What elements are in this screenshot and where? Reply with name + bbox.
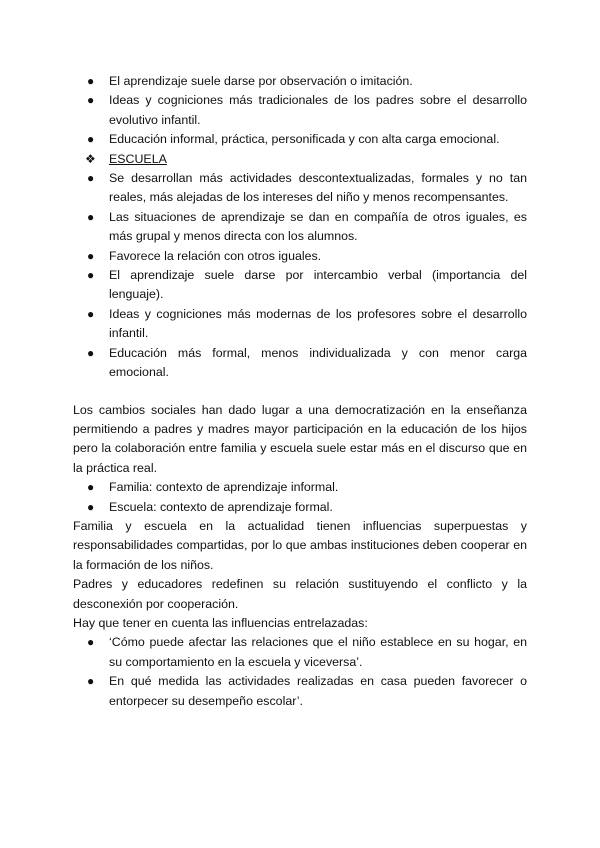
bullet-icon: ● — [87, 499, 95, 514]
list-item — [0, 344, 600, 383]
list-item — [0, 169, 600, 208]
bullet-icon: ● — [87, 268, 95, 283]
list-item-text: Familia: contexto de aprendizaje informal. — [109, 480, 339, 495]
list-item-text: Favorece la relación con otros iguales. — [109, 248, 322, 263]
list-item-text: Escuela: contexto de aprendizaje formal. — [109, 499, 333, 514]
bullet-icon: ● — [87, 171, 95, 186]
bullet-icon: ● — [87, 674, 95, 689]
list-item — [0, 247, 600, 266]
list-item — [0, 498, 600, 517]
list-item — [0, 72, 600, 91]
paragraph-intertwined-influences: Hay que tener en cuenta las influencias entrelazadas: — [73, 615, 368, 630]
bullet-icon: ● — [87, 480, 95, 495]
school-characteristics-list — [0, 169, 600, 382]
bullet-icon: ● — [87, 248, 95, 263]
list-item — [0, 208, 600, 247]
school-heading-text: ESCUELA — [109, 151, 167, 166]
bullet-icon: ● — [87, 93, 95, 108]
list-item-text: Educación informal, práctica, personificada y con alta carga emocional. — [109, 132, 500, 147]
list-item-text: Ideas y cogniciones más tradicionales de los padres sobre el desarrollo evolutivo infantil. — [109, 93, 527, 127]
list-item-text: El aprendizaje suele darse por observación o imitación. — [109, 74, 413, 88]
list-item-text: Las situaciones de aprendizaje se dan en compañía de otros iguales, es más grupal y menos directa con los alumnos. — [109, 209, 527, 244]
list-item — [0, 672, 600, 711]
list-item — [0, 266, 600, 305]
list-item-text: Educación más formal, menos individualizada y con menor carga emocional. — [109, 345, 527, 380]
bullet-icon: ● — [87, 306, 95, 321]
list-item — [0, 633, 600, 672]
list-item-text: ‘Cómo puede afectar las relaciones que el niño establece en su hogar, en su comportamiento en la escuela y viceversa’. — [109, 635, 527, 669]
diamond-bullet-icon: ❖ — [85, 151, 96, 166]
bullet-icon: ● — [87, 132, 95, 147]
document-body — [0, 72, 600, 711]
list-item — [0, 478, 600, 497]
bullet-icon: ● — [87, 74, 95, 88]
list-item-text: El aprendizaje suele darse por intercambio verbal (importancia del lenguaje). — [109, 268, 527, 302]
list-item — [0, 130, 600, 149]
paragraph-cooperation: Padres y educadores redefinen su relación sustituyendo el conflicto y la desconexión por cooperación. — [73, 577, 527, 611]
list-item-text: Ideas y cogniciones más modernas de los profesores sobre el desarrollo infantil. — [109, 306, 527, 341]
school-heading — [0, 150, 600, 169]
bullet-icon: ● — [87, 635, 95, 650]
contexts-list — [0, 478, 600, 517]
bullet-icon: ● — [87, 209, 95, 224]
paragraph-shared-responsibilities: Familia y escuela en la actualidad tienen influencias superpuestas y responsabilidades compartidas, por lo que ambas instituciones deben cooperar en la formación de los niños. — [73, 518, 527, 572]
influences-list — [0, 633, 600, 711]
family-characteristics-list — [0, 72, 600, 169]
list-item — [0, 91, 600, 130]
paragraph-spacer — [0, 383, 600, 401]
paragraph-social-changes: Los cambios sociales han dado lugar a una democratización en la enseñanza permitiendo a padres y madres mayor participación en la educación de los hijos pero la colaboración entre familia y escuela suele estar más en el discurso que en la práctica real. — [73, 402, 527, 475]
list-item — [0, 305, 600, 344]
list-item-text: En qué medida las actividades realizadas en casa pueden favorecer o entorpecer su desempeño escolar’. — [109, 674, 527, 708]
bullet-icon: ● — [87, 345, 95, 360]
list-item-text: Se desarrollan más actividades descontextualizadas, formales y no tan reales, más alejadas de los intereses del niño y menos recompensantes. — [109, 171, 527, 205]
